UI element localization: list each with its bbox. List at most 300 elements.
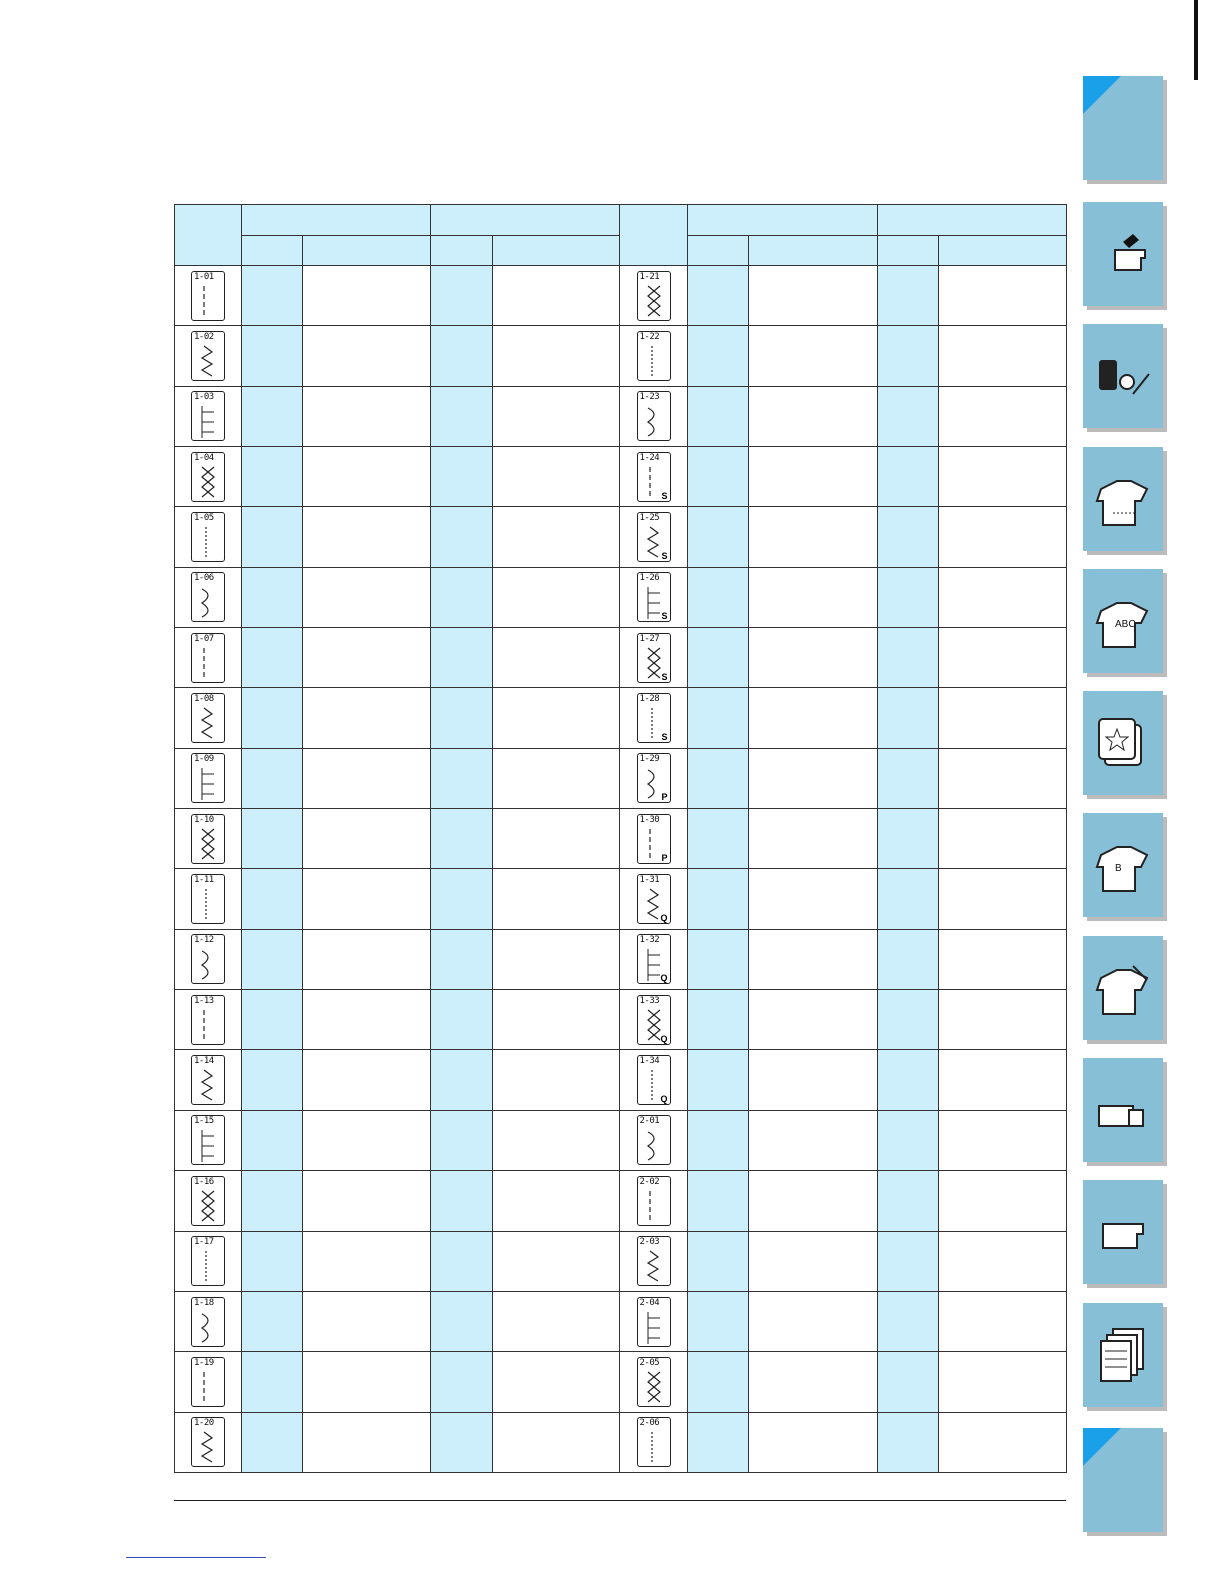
stitch-code: 1-09: [194, 754, 214, 765]
stitch-pattern-icon: [191, 1055, 225, 1105]
stitch-code: 1-14: [194, 1056, 214, 1067]
table-row: [175, 1412, 1067, 1472]
table-row: [175, 386, 1067, 446]
value-cell: [939, 1110, 1067, 1170]
table-row: [175, 628, 1067, 688]
value-cell: [749, 567, 878, 627]
value-cell: [493, 326, 620, 386]
value-cell: [242, 1352, 303, 1412]
value-cell: [493, 748, 620, 808]
value-cell: [242, 809, 303, 869]
header-stitch-right: [620, 205, 688, 266]
stitch-pattern-icon: [637, 874, 671, 924]
value-cell: [939, 1412, 1067, 1472]
value-cell: [749, 1352, 878, 1412]
value-cell: [749, 1412, 878, 1472]
stitch-cell: [175, 748, 242, 808]
value-cell: [939, 869, 1067, 929]
value-cell: [303, 1231, 431, 1291]
chapter-tab[interactable]: [1083, 1058, 1163, 1162]
stitch-code: 1-10: [194, 814, 214, 825]
stitch-pattern-icon: [637, 572, 671, 622]
stitch-cell: [175, 326, 242, 386]
stitch-pattern-icon: [637, 934, 671, 984]
stitch-pattern-icon: [191, 874, 225, 924]
table-row: [175, 688, 1067, 748]
tab-corner-marker: [1083, 76, 1121, 114]
stitch-cell: [620, 628, 688, 688]
value-cell: [431, 266, 493, 326]
value-cell: [242, 567, 303, 627]
value-cell: [878, 990, 939, 1050]
subheader: [939, 236, 1067, 266]
stitch-pattern-icon: [191, 633, 225, 683]
stitch-pattern-icon: [637, 1357, 671, 1407]
table-row: [175, 1231, 1067, 1291]
header-stitch-left: [175, 205, 242, 266]
value-cell: [242, 386, 303, 446]
stitch-code: 1-34: [639, 1056, 660, 1067]
stitch-pattern-icon: [637, 814, 671, 864]
value-cell: [878, 1050, 939, 1110]
stitch-cell: [620, 447, 688, 507]
stitch-cell: [620, 266, 688, 326]
value-cell: [939, 1050, 1067, 1110]
value-cell: [242, 628, 303, 688]
value-cell: [493, 1110, 620, 1170]
chapter-tab[interactable]: [1083, 1180, 1163, 1284]
stitch-pattern-icon: [191, 1357, 225, 1407]
value-cell: [749, 990, 878, 1050]
value-cell: [493, 507, 620, 567]
stitch-pattern-icon: [637, 271, 671, 321]
value-cell: [749, 1231, 878, 1291]
value-cell: [303, 1171, 431, 1231]
chapter-tab[interactable]: [1083, 202, 1163, 306]
value-cell: [431, 869, 493, 929]
table-row: [175, 326, 1067, 386]
subheader: [493, 236, 620, 266]
stitch-suffix: Q: [660, 913, 668, 924]
stitch-code: 1-32: [639, 935, 660, 946]
stitch-pattern-icon: [637, 1236, 671, 1286]
stitch-code: 1-11: [194, 875, 214, 886]
stitch-pattern-icon: [191, 1236, 225, 1286]
value-cell: [688, 1110, 749, 1170]
stitch-suffix: Q: [660, 1033, 668, 1044]
value-cell: [493, 628, 620, 688]
value-cell: [431, 447, 493, 507]
stitch-code: 2-01: [639, 1116, 660, 1127]
stitch-pattern-icon: [191, 1176, 225, 1226]
chapter-tab[interactable]: [1083, 324, 1163, 428]
stitch-suffix: P: [661, 852, 668, 863]
subheader: [303, 236, 431, 266]
stitch-cell: [620, 809, 688, 869]
value-cell: [242, 869, 303, 929]
table-row: [175, 507, 1067, 567]
value-cell: [878, 628, 939, 688]
stitch-pattern-icon: [637, 391, 671, 441]
value-cell: [939, 266, 1067, 326]
subheader: [242, 236, 303, 266]
stitch-cell: [175, 1231, 242, 1291]
value-cell: [303, 1291, 431, 1351]
value-cell: [242, 1291, 303, 1351]
value-cell: [749, 1050, 878, 1110]
stitch-settings-table: [174, 204, 1067, 1473]
tab-corner-marker: [1083, 1428, 1121, 1466]
value-cell: [688, 1352, 749, 1412]
value-cell: [303, 990, 431, 1050]
stitch-pattern-icon: [637, 512, 671, 562]
value-cell: [431, 809, 493, 869]
value-cell: [303, 688, 431, 748]
stitch-pattern-icon: [637, 995, 671, 1045]
stitch-code: 1-23: [639, 392, 660, 403]
value-cell: [749, 507, 878, 567]
value-cell: [688, 1171, 749, 1231]
stitch-code: 2-02: [639, 1176, 660, 1187]
value-cell: [242, 1110, 303, 1170]
value-cell: [493, 1352, 620, 1412]
value-cell: [878, 266, 939, 326]
table-row: [175, 567, 1067, 627]
value-cell: [749, 447, 878, 507]
value-cell: [303, 809, 431, 869]
subheader: [431, 236, 493, 266]
value-cell: [493, 266, 620, 326]
value-cell: [493, 1171, 620, 1231]
stitch-cell: [620, 1110, 688, 1170]
value-cell: [303, 748, 431, 808]
stitch-pattern-icon: [191, 452, 225, 502]
subheader: [688, 236, 749, 266]
header-group-1-right: [688, 205, 878, 236]
value-cell: [303, 447, 431, 507]
stitch-code: 1-27: [639, 633, 660, 644]
value-cell: [939, 929, 1067, 989]
value-cell: [303, 1050, 431, 1110]
value-cell: [242, 1231, 303, 1291]
value-cell: [431, 1231, 493, 1291]
value-cell: [431, 386, 493, 446]
value-cell: [749, 1110, 878, 1170]
tab-icon-text: ABC: [1115, 619, 1136, 630]
value-cell: [431, 1291, 493, 1351]
value-cell: [878, 809, 939, 869]
stitch-code: 1-26: [639, 573, 660, 584]
stitch-cell: [175, 869, 242, 929]
stitch-pattern-icon: [191, 1417, 225, 1467]
stitch-cell: [620, 1050, 688, 1110]
stitch-cell: [620, 929, 688, 989]
value-cell: [878, 386, 939, 446]
table-row: [175, 1050, 1067, 1110]
value-cell: [303, 628, 431, 688]
stitch-cell: [175, 809, 242, 869]
value-cell: [688, 748, 749, 808]
value-cell: [749, 1171, 878, 1231]
stitch-cell: [175, 628, 242, 688]
stitch-cell: [620, 1291, 688, 1351]
stitch-code: 1-20: [194, 1418, 214, 1429]
footer-rule: [174, 1500, 1066, 1501]
stitch-cell: [175, 507, 242, 567]
stitch-code: 1-25: [639, 513, 660, 524]
chapter-tab[interactable]: [1083, 936, 1163, 1040]
value-cell: [493, 990, 620, 1050]
chapter-tab[interactable]: [1083, 813, 1163, 917]
stitch-pattern-icon: [637, 633, 671, 683]
stitch-suffix: Q: [660, 973, 668, 984]
stitch-pattern-icon: [191, 934, 225, 984]
stitch-code: 1-07: [194, 633, 214, 644]
value-cell: [431, 1171, 493, 1231]
stitch-suffix: S: [661, 551, 668, 562]
stitch-code: 1-12: [194, 935, 214, 946]
value-cell: [749, 809, 878, 869]
table-row: [175, 447, 1067, 507]
stitch-pattern-icon: [637, 1115, 671, 1165]
value-cell: [878, 326, 939, 386]
value-cell: [303, 1110, 431, 1170]
stitch-cell: [175, 1352, 242, 1412]
stitch-pattern-icon: [191, 572, 225, 622]
stitch-code: 1-13: [194, 995, 214, 1006]
value-cell: [688, 1050, 749, 1110]
value-cell: [878, 748, 939, 808]
stitch-code: 1-24: [639, 452, 660, 463]
stitch-suffix: S: [661, 490, 668, 501]
header-group-2-left: [431, 205, 620, 236]
stitch-pattern-icon: [191, 1115, 225, 1165]
value-cell: [493, 869, 620, 929]
stitch-code: 1-06: [194, 573, 214, 584]
value-cell: [939, 326, 1067, 386]
stitch-code: 1-01: [194, 271, 214, 282]
value-cell: [749, 266, 878, 326]
value-cell: [303, 1412, 431, 1472]
stitch-code: 2-03: [639, 1237, 660, 1248]
table-row: [175, 869, 1067, 929]
value-cell: [303, 266, 431, 326]
stitch-cell: [175, 1050, 242, 1110]
stitch-pattern-icon: [637, 331, 671, 381]
stitch-cell: [175, 567, 242, 627]
value-cell: [688, 990, 749, 1050]
stitch-code: 1-08: [194, 694, 214, 705]
stitch-cell: [620, 748, 688, 808]
value-cell: [688, 1231, 749, 1291]
stitch-cell: [620, 869, 688, 929]
chapter-tab[interactable]: [1083, 447, 1163, 551]
value-cell: [688, 507, 749, 567]
stitch-pattern-icon: [191, 753, 225, 803]
stitch-cell: [175, 447, 242, 507]
value-cell: [939, 688, 1067, 748]
stitch-pattern-icon: [637, 1055, 671, 1105]
value-cell: [493, 809, 620, 869]
value-cell: [242, 688, 303, 748]
value-cell: [493, 1050, 620, 1110]
value-cell: [878, 929, 939, 989]
chapter-tab[interactable]: [1083, 76, 1163, 180]
value-cell: [939, 507, 1067, 567]
stitch-pattern-icon: [191, 814, 225, 864]
value-cell: [878, 1412, 939, 1472]
stitch-pattern-icon: [637, 693, 671, 743]
value-cell: [493, 1412, 620, 1472]
value-cell: [242, 1171, 303, 1231]
value-cell: [878, 567, 939, 627]
value-cell: [431, 1110, 493, 1170]
table-row: [175, 748, 1067, 808]
stitch-cell: [620, 1412, 688, 1472]
stitch-suffix: S: [661, 671, 668, 682]
value-cell: [431, 1050, 493, 1110]
value-cell: [939, 447, 1067, 507]
value-cell: [431, 688, 493, 748]
value-cell: [878, 869, 939, 929]
stitch-code: 1-19: [194, 1357, 214, 1368]
stitch-cell: [620, 688, 688, 748]
value-cell: [303, 929, 431, 989]
stitch-cell: [175, 688, 242, 748]
stitch-cell: [175, 266, 242, 326]
value-cell: [493, 447, 620, 507]
value-cell: [431, 1352, 493, 1412]
value-cell: [749, 748, 878, 808]
subheader: [878, 236, 939, 266]
stitch-cell: [620, 386, 688, 446]
stitch-code: 1-17: [194, 1237, 214, 1248]
value-cell: [431, 929, 493, 989]
stitch-code: 1-05: [194, 513, 214, 524]
value-cell: [688, 326, 749, 386]
stitch-cell: [175, 1171, 242, 1231]
chapter-tab[interactable]: [1083, 1303, 1163, 1407]
value-cell: [749, 386, 878, 446]
stitch-code: 1-28: [639, 694, 660, 705]
value-cell: [688, 628, 749, 688]
stitch-code: 1-22: [639, 332, 660, 343]
value-cell: [688, 688, 749, 748]
table-row: [175, 929, 1067, 989]
stitch-cell: [620, 507, 688, 567]
value-cell: [431, 326, 493, 386]
value-cell: [688, 266, 749, 326]
value-cell: [242, 507, 303, 567]
value-cell: [939, 567, 1067, 627]
value-cell: [303, 386, 431, 446]
value-cell: [242, 1412, 303, 1472]
value-cell: [688, 1291, 749, 1351]
value-cell: [431, 628, 493, 688]
value-cell: [493, 688, 620, 748]
value-cell: [878, 507, 939, 567]
value-cell: [878, 1110, 939, 1170]
stitch-cell: [620, 1231, 688, 1291]
value-cell: [688, 1412, 749, 1472]
value-cell: [493, 1291, 620, 1351]
value-cell: [939, 386, 1067, 446]
value-cell: [431, 507, 493, 567]
stitch-cell: [620, 1352, 688, 1412]
stitch-cell: [620, 1171, 688, 1231]
stitch-code: 1-29: [639, 754, 660, 765]
stitch-code: 2-05: [639, 1357, 660, 1368]
value-cell: [242, 1050, 303, 1110]
stitch-code: 1-21: [639, 271, 660, 282]
stitch-code: 2-06: [639, 1418, 660, 1429]
value-cell: [431, 1412, 493, 1472]
value-cell: [749, 326, 878, 386]
value-cell: [303, 567, 431, 627]
value-cell: [431, 567, 493, 627]
stitch-suffix: P: [661, 792, 668, 803]
value-cell: [749, 688, 878, 748]
stitch-pattern-icon: [637, 452, 671, 502]
stitch-code: 2-04: [639, 1297, 660, 1308]
value-cell: [878, 688, 939, 748]
table-row: [175, 266, 1067, 326]
stitch-cell: [175, 1110, 242, 1170]
stitch-suffix: S: [661, 732, 668, 743]
stitch-suffix: Q: [660, 1094, 668, 1105]
value-cell: [749, 869, 878, 929]
stitch-pattern-icon: [637, 1297, 671, 1347]
value-cell: [242, 929, 303, 989]
value-cell: [303, 1352, 431, 1412]
value-cell: [878, 1291, 939, 1351]
stitch-pattern-icon: [637, 753, 671, 803]
stitch-pattern-icon: [637, 1417, 671, 1467]
stitch-pattern-icon: [191, 331, 225, 381]
stitch-pattern-icon: [191, 995, 225, 1045]
stitch-code: 1-02: [194, 332, 214, 343]
stitch-pattern-icon: [191, 512, 225, 562]
value-cell: [493, 567, 620, 627]
value-cell: [242, 266, 303, 326]
header-group-2-right: [878, 205, 1067, 236]
stitch-code: 1-16: [194, 1176, 214, 1187]
header-group-1-left: [242, 205, 431, 236]
value-cell: [303, 869, 431, 929]
value-cell: [749, 1291, 878, 1351]
stitch-pattern-icon: [637, 1176, 671, 1226]
value-cell: [688, 386, 749, 446]
table-row: [175, 809, 1067, 869]
stitch-code: 1-33: [639, 995, 660, 1006]
chapter-tab[interactable]: [1083, 1428, 1163, 1532]
stitch-pattern-icon: [191, 271, 225, 321]
chapter-tab[interactable]: [1083, 691, 1163, 795]
value-cell: [493, 1231, 620, 1291]
stitch-pattern-icon: [191, 1297, 225, 1347]
stitch-code: 1-18: [194, 1297, 214, 1308]
footer-link-underline[interactable]: [126, 1557, 266, 1558]
table-row: [175, 990, 1067, 1050]
top-edge-rule: [1194, 0, 1198, 80]
stitch-code: 1-03: [194, 392, 214, 403]
stitch-code: 1-30: [639, 814, 660, 825]
table-row: [175, 1291, 1067, 1351]
stitch-cell: [620, 567, 688, 627]
table-row: [175, 1171, 1067, 1231]
value-cell: [878, 1231, 939, 1291]
chapter-tab[interactable]: [1083, 569, 1163, 673]
